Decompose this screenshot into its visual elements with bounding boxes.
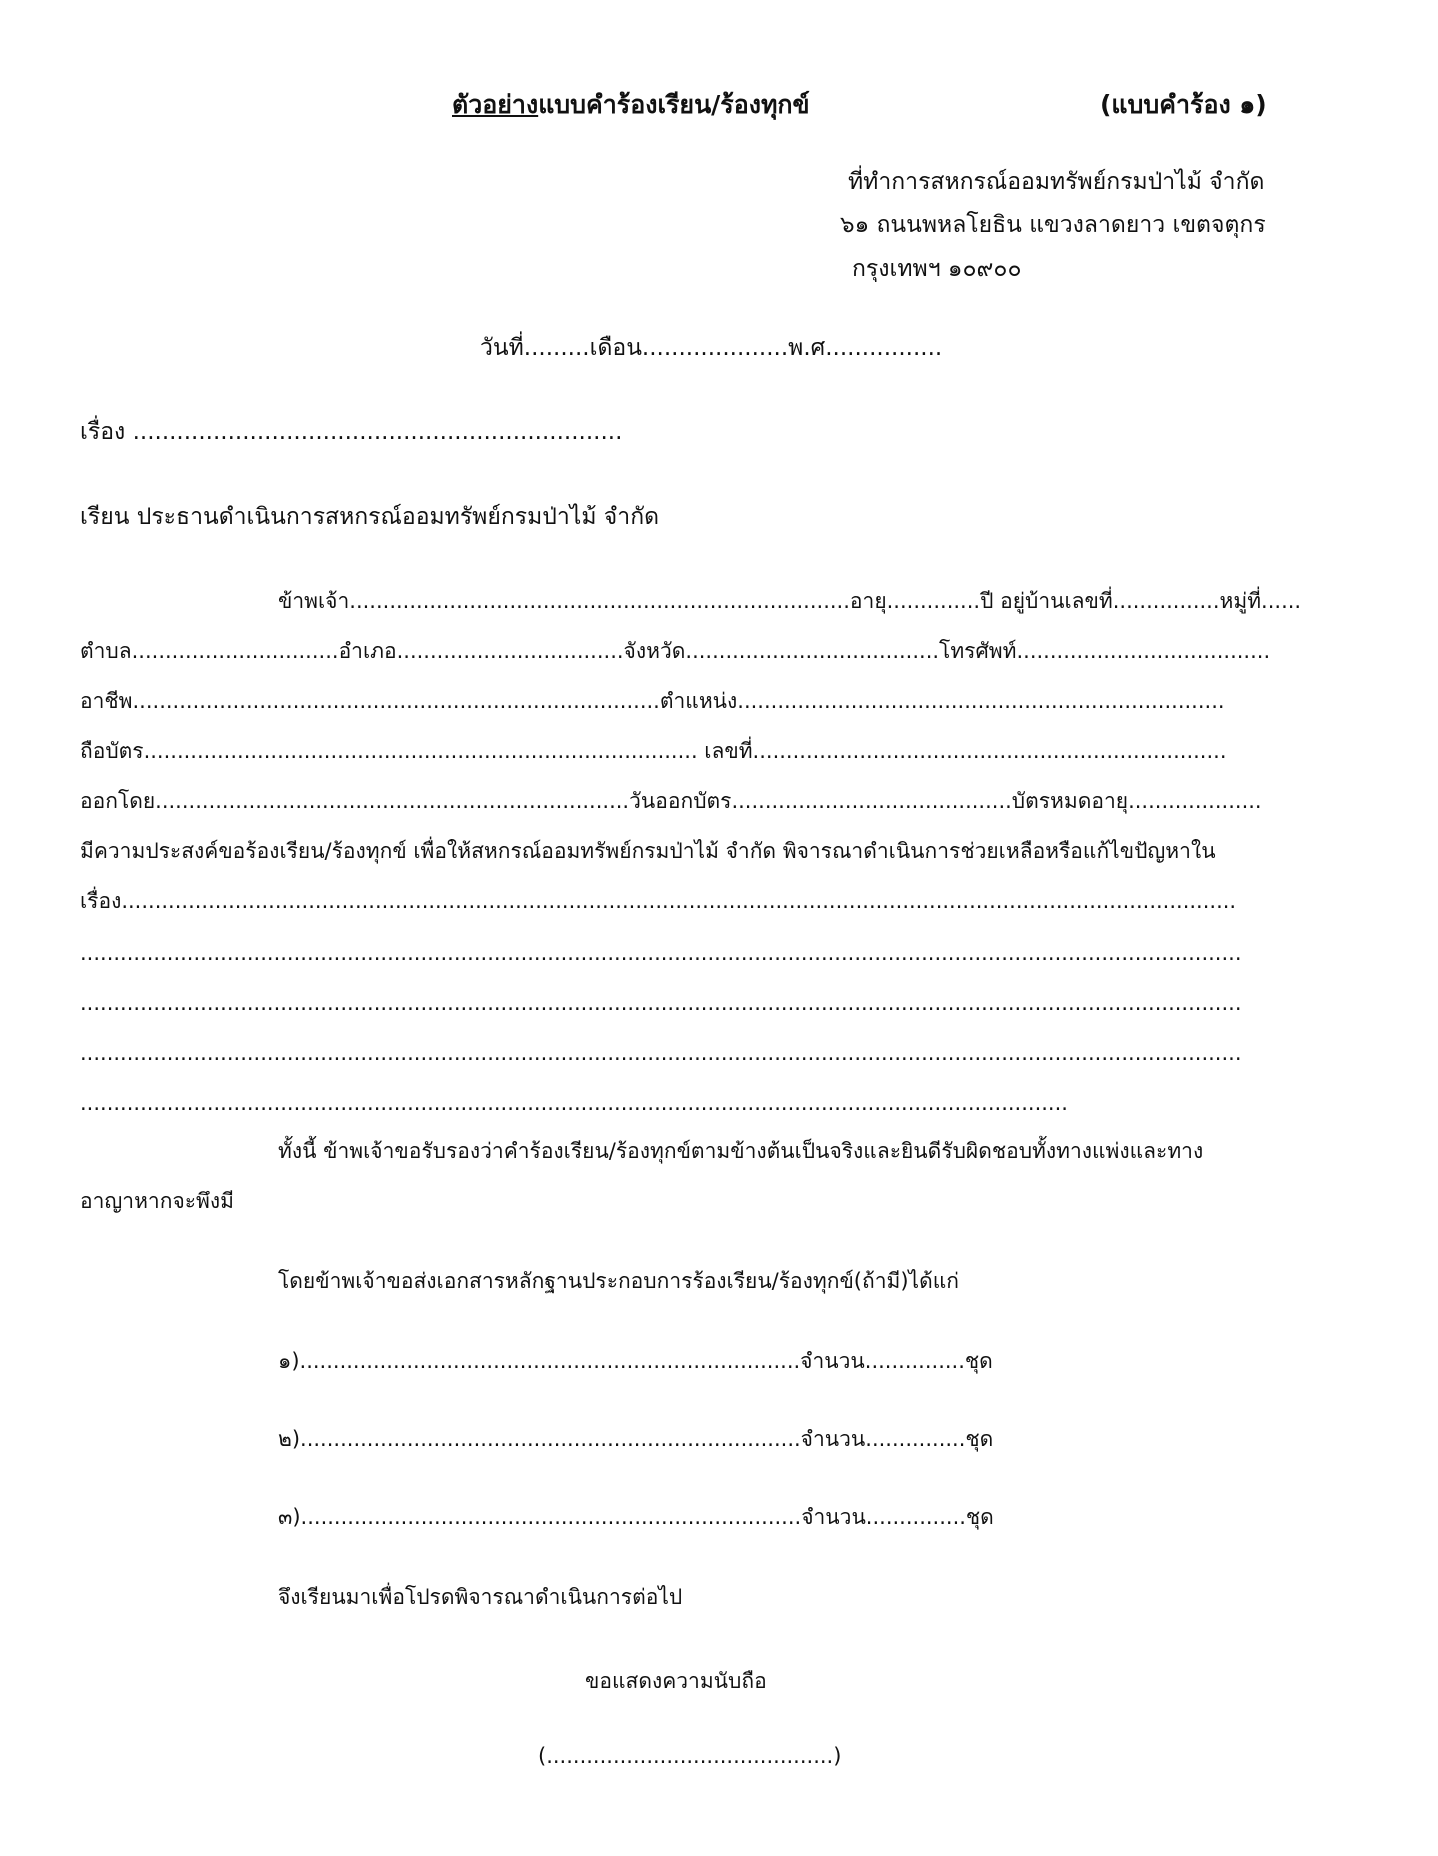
purpose-blank-line: .................................................................................................................................................... bbox=[80, 1091, 1068, 1115]
closing-regards: ขอแสดงความนับถือ bbox=[585, 1669, 767, 1693]
form-code: (แบบคำร้อง ๑) bbox=[1100, 90, 1267, 119]
document-item: ๒)...........................................................................จำนวน...............ชุด bbox=[278, 1427, 994, 1451]
certify-line-2: อาญาหากจะพึงมี bbox=[80, 1189, 234, 1213]
purpose-blank-line: .............................................................................................................................................................................. bbox=[80, 941, 1242, 965]
address-line-2: ๖๑ ถนนพหลโยธิน แขวงลาดยาว เขตจตุกร bbox=[840, 212, 1266, 238]
field-row-issued-by: ออกโดย.......................................................................วันออกบัตร..........................................บัตรหมดอายุ.................... bbox=[80, 789, 1262, 813]
field-row-district-phone: ตำบล...............................อำเภอ..................................จังหวัด......................................โทรศัพท์...................................... bbox=[80, 639, 1271, 663]
form-title bbox=[452, 91, 810, 119]
signature-line: (...........................................) bbox=[538, 1744, 842, 1768]
purpose-line-2: เรื่อง....................................................................................................................................................................... bbox=[80, 889, 1237, 913]
field-row-occupation-position: อาชีพ...............................................................................ตำแหน่ง......................................................................... bbox=[80, 689, 1225, 713]
date-line: วันที่.........เดือน....................พ.ศ................ bbox=[480, 335, 943, 361]
address-line-3: กรุงเทพฯ ๑๐๙๐๐ bbox=[852, 256, 1022, 282]
addressee-line: เรียน ประธานดำเนินการสหกรณ์ออมทรัพย์กรมป่าไม้ จำกัด bbox=[80, 504, 660, 530]
subject-line: เรื่อง ................................................................... bbox=[80, 419, 623, 445]
document-item: ๑)...........................................................................จำนวน...............ชุด bbox=[278, 1349, 993, 1373]
document-item: ๓)...........................................................................จำนวน...............ชุด bbox=[278, 1505, 994, 1529]
purpose-line-1: มีความประสงค์ขอร้องเรียน/ร้องทุกข์ เพื่อให้สหกรณ์ออมทรัพย์กรมป่าไม้ จำกัด พิจารณาดำเนินการช่วยเหลือหรือแก้ไขปัญหาใน bbox=[80, 839, 1216, 863]
field-row-name-age-address: ข้าพเจ้า...........................................................................อายุ..............ปี อยู่บ้านเลขที่................หมู่ที่...... bbox=[278, 589, 1302, 613]
form-title-text: แบบคำร้องเรียน/ร้องทุกข์ bbox=[538, 90, 810, 119]
purpose-blank-line: .............................................................................................................................................................................. bbox=[80, 991, 1242, 1015]
certify-line-1: ทั้งนี้ ข้าพเจ้าขอรับรองว่าคำร้องเรียน/ร้องทุกข์ตามข้างต้นเป็นจริงและยินดีรับผิดชอบทั้งทางแพ่งและทาง bbox=[278, 1139, 1204, 1163]
closing-request: จึงเรียนมาเพื่อโปรดพิจารณาดำเนินการต่อไป bbox=[278, 1585, 683, 1609]
purpose-blank-line: .............................................................................................................................................................................. bbox=[80, 1041, 1242, 1065]
documents-intro: โดยข้าพเจ้าขอส่งเอกสารหลักฐานประกอบการร้องเรียน/ร้องทุกข์(ถ้ามี)ได้แก่ bbox=[278, 1269, 959, 1293]
field-row-id-card: ถือบัตร................................................................................... เลขที่....................................................................... bbox=[80, 739, 1227, 763]
address-line-1: ที่ทำการสหกรณ์ออมทรัพย์กรมป่าไม้ จำกัด bbox=[848, 169, 1265, 195]
form-title-sample-label: ตัวอย่าง bbox=[452, 90, 539, 119]
